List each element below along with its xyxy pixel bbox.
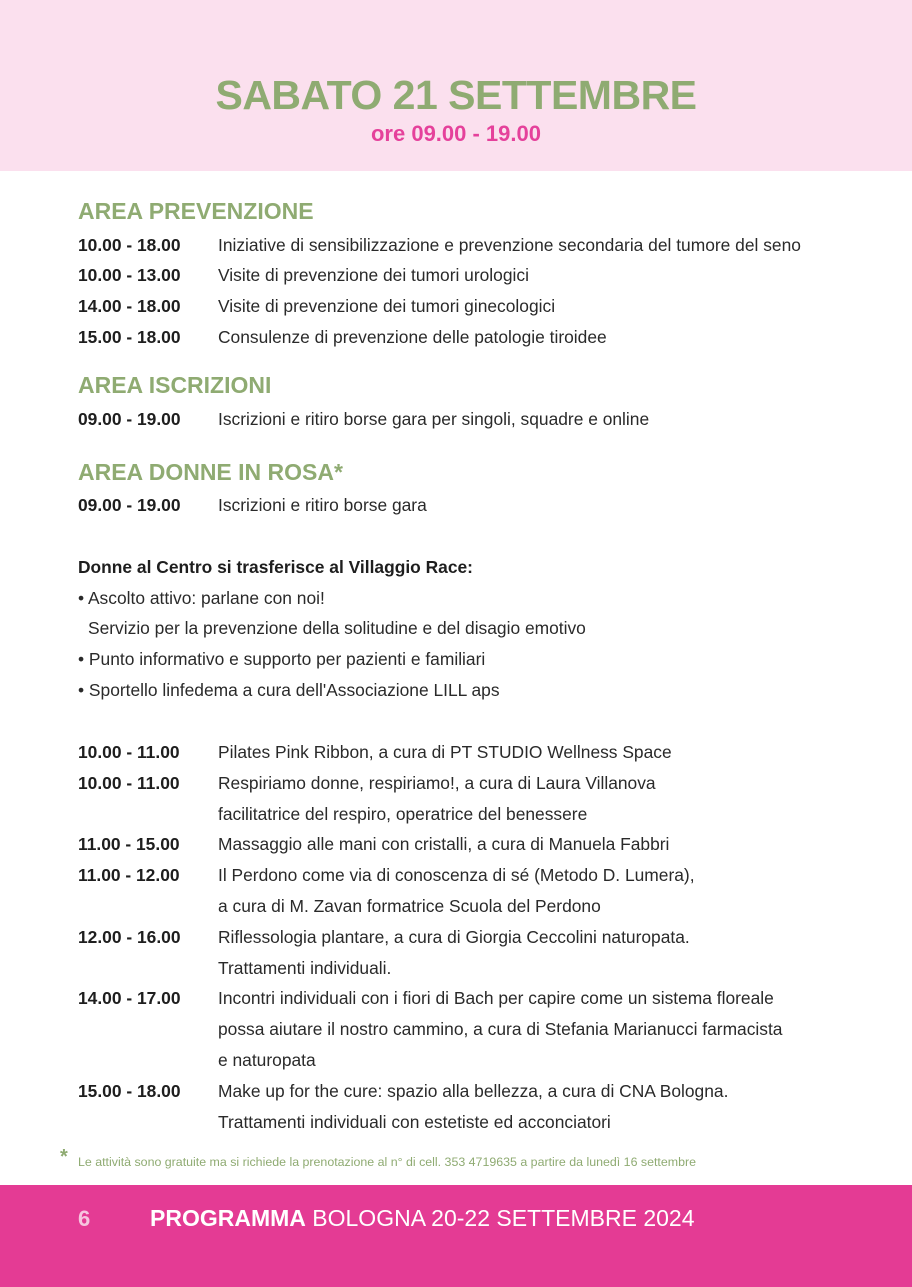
activity-time: 11.00 - 15.00: [78, 834, 180, 854]
activity-desc: Incontri individuali con i fiori di Bach per capire come un sistema floreale: [218, 988, 774, 1008]
row-desc: Iniziative di sensibilizzazione e prevenzione secondaria del tumore del seno: [218, 235, 801, 255]
section-title-donne-in-rosa: AREA DONNE IN ROSA*: [78, 459, 343, 485]
footnote: Le attività sono gratuite ma si richiede la prenotazione al n° di cell. 353 4719635 a partire da lunedì 16 settembre: [78, 1155, 696, 1169]
section-title-prevenzione: AREA PREVENZIONE: [78, 198, 314, 224]
activity-desc-continuation: a cura di M. Zavan formatrice Scuola del Perdono: [218, 896, 601, 916]
row-time: 15.00 - 18.00: [78, 327, 181, 347]
activity-desc-continuation: possa aiutare il nostro cammino, a cura di Stefania Marianucci farmacista: [218, 1019, 783, 1039]
row-desc: Iscrizioni e ritiro borse gara per singoli, squadre e online: [218, 409, 650, 429]
activity-desc-continuation: facilitatrice del respiro, operatrice del benessere: [218, 804, 588, 824]
bullet-item: • Sportello linfedema a cura dell'Associazione LILL aps: [78, 680, 500, 700]
page-title: SABATO 21 SETTEMBRE: [215, 72, 697, 118]
row-time: 09.00 - 19.00: [78, 409, 181, 429]
row-desc: Visite di prevenzione dei tumori ginecologici: [218, 296, 556, 316]
row-desc: Visite di prevenzione dei tumori urologici: [218, 265, 529, 285]
activity-time: 10.00 - 11.00: [78, 773, 180, 793]
footer-program: [150, 1205, 695, 1232]
footer-program-text: BOLOGNA 20-22 SETTEMBRE 2024: [312, 1205, 695, 1231]
activity-desc: Massaggio alle mani con cristalli, a cura di Manuela Fabbri: [218, 834, 670, 854]
activity-time: 15.00 - 18.00: [78, 1081, 181, 1101]
footer-band: [0, 1185, 912, 1287]
row-desc: Iscrizioni e ritiro borse gara: [218, 495, 427, 515]
activity-desc: Respiriamo donne, respiriamo!, a cura di Laura Villanova: [218, 773, 656, 793]
activity-desc-continuation: Trattamenti individuali con estetiste ed acconciatori: [218, 1112, 611, 1132]
row-desc: Consulenze di prevenzione delle patologie tiroidee: [218, 327, 607, 347]
bullet-item: • Punto informativo e supporto per pazienti e familiari: [78, 649, 486, 669]
row-time: 09.00 - 19.00: [78, 495, 181, 515]
footer-program-label: PROGRAMMA: [150, 1205, 306, 1231]
activity-desc: Riflessologia plantare, a cura di Giorgia Ceccolini naturopata.: [218, 927, 690, 947]
donne-centro-heading: Donne al Centro si trasferisce al Villaggio Race:: [78, 557, 473, 577]
activity-desc: Pilates Pink Ribbon, a cura di PT STUDIO Wellness Space: [218, 742, 672, 762]
bullet-item-continuation: Servizio per la prevenzione della solitudine e del disagio emotivo: [88, 618, 586, 638]
section-title-iscrizioni: AREA ISCRIZIONI: [78, 372, 272, 398]
activity-desc-continuation: e naturopata: [218, 1050, 316, 1070]
row-time: 10.00 - 18.00: [78, 235, 181, 255]
asterisk-icon: *: [60, 1146, 68, 1168]
row-time: 14.00 - 18.00: [78, 296, 181, 316]
activity-time: 10.00 - 11.00: [78, 742, 180, 762]
activity-time: 11.00 - 12.00: [78, 865, 180, 885]
activity-desc-continuation: Trattamenti individuali.: [218, 958, 392, 978]
page-number: 6: [78, 1206, 91, 1231]
page-subtitle: ore 09.00 - 19.00: [370, 121, 541, 146]
activity-desc: Il Perdono come via di conoscenza di sé (Metodo D. Lumera),: [218, 865, 695, 885]
activity-time: 14.00 - 17.00: [78, 988, 181, 1008]
bullet-item: • Ascolto attivo: parlane con noi!: [78, 588, 325, 608]
row-time: 10.00 - 13.00: [78, 265, 181, 285]
activity-desc: Make up for the cure: spazio alla bellezza, a cura di CNA Bologna.: [218, 1081, 729, 1101]
activity-time: 12.00 - 16.00: [78, 927, 181, 947]
